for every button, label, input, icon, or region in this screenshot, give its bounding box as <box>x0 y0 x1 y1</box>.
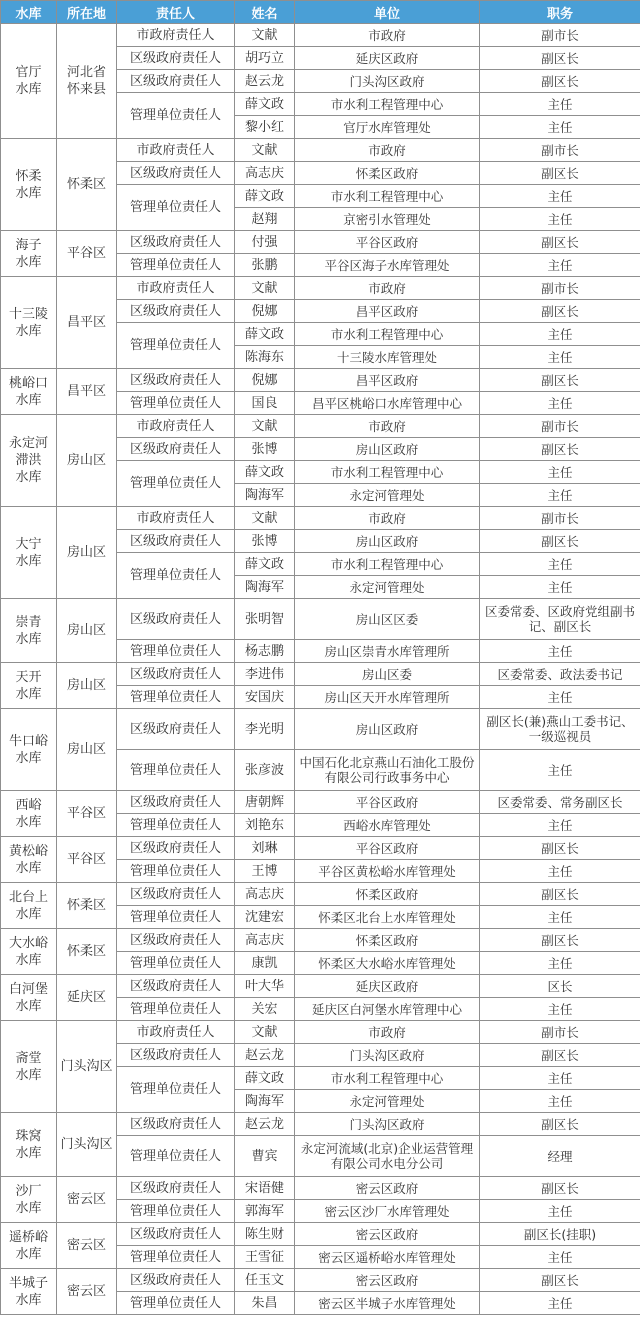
role-cell: 区级政府责任人 <box>117 709 235 750</box>
role-cell: 区级政府责任人 <box>117 883 235 906</box>
location-cell: 房山区 <box>57 415 117 507</box>
reservoir-name-cell: 桃峪口 水库 <box>1 369 57 415</box>
title-cell: 主任 <box>480 93 640 116</box>
unit-cell: 门头沟区政府 <box>295 70 480 93</box>
person-cell: 薛文政 <box>235 461 295 484</box>
title-cell: 主任 <box>480 1200 640 1223</box>
table-row <box>1 837 640 860</box>
role-cell: 市政府责任人 <box>117 24 235 47</box>
role-cell: 市政府责任人 <box>117 507 235 530</box>
location-cell: 怀柔区 <box>57 139 117 231</box>
unit-cell: 市水利工程管理中心 <box>295 461 480 484</box>
role-cell: 管理单位责任人 <box>117 640 235 663</box>
title-cell: 主任 <box>480 1292 640 1315</box>
role-cell: 管理单位责任人 <box>117 1136 235 1177</box>
person-cell: 陶海军 <box>235 576 295 599</box>
table-row <box>1 1113 640 1136</box>
unit-cell: 密云区政府 <box>295 1177 480 1200</box>
role-cell: 管理单位责任人 <box>117 1067 235 1113</box>
unit-cell: 永定河管理处 <box>295 484 480 507</box>
role-cell: 区级政府责任人 <box>117 70 235 93</box>
title-cell: 副区长(兼)燕山工委书记、一级巡视员 <box>480 709 640 750</box>
unit-cell: 市水利工程管理中心 <box>295 553 480 576</box>
reservoir-name-cell: 官厅 水库 <box>1 24 57 139</box>
title-cell: 主任 <box>480 952 640 975</box>
title-cell: 副区长 <box>480 369 640 392</box>
role-cell: 管理单位责任人 <box>117 254 235 277</box>
person-cell: 朱昌 <box>235 1292 295 1315</box>
title-cell: 副区长 <box>480 883 640 906</box>
title-cell: 经理 <box>480 1136 640 1177</box>
location-cell: 昌平区 <box>57 277 117 369</box>
role-cell: 区级政府责任人 <box>117 47 235 70</box>
header-location: 所在地 <box>57 1 117 24</box>
table-row <box>1 929 640 952</box>
table-row <box>1 883 640 906</box>
role-cell: 区级政府责任人 <box>117 1269 235 1292</box>
person-cell: 薛文政 <box>235 93 295 116</box>
location-cell: 怀柔区 <box>57 929 117 975</box>
title-cell: 主任 <box>480 461 640 484</box>
reservoir-name-cell: 珠窝 水库 <box>1 1113 57 1177</box>
title-cell: 副市长 <box>480 277 640 300</box>
reservoir-name-cell: 大水峪 水库 <box>1 929 57 975</box>
role-cell: 区级政府责任人 <box>117 438 235 461</box>
table-body <box>1 24 640 1315</box>
title-cell: 副区长(挂职) <box>480 1223 640 1246</box>
location-cell: 昌平区 <box>57 369 117 415</box>
reservoir-name-cell: 十三陵 水库 <box>1 277 57 369</box>
unit-cell: 中国石化北京燕山石油化工股份有限公司行政事务中心 <box>295 750 480 791</box>
table-row <box>1 415 640 438</box>
reservoir-name-cell: 海子 水库 <box>1 231 57 277</box>
role-cell: 区级政府责任人 <box>117 1177 235 1200</box>
person-cell: 薛文政 <box>235 185 295 208</box>
title-cell: 主任 <box>480 1067 640 1090</box>
title-cell: 副区长 <box>480 162 640 185</box>
location-cell: 房山区 <box>57 709 117 791</box>
reservoir-name-cell: 怀柔 水库 <box>1 139 57 231</box>
person-cell: 王雪征 <box>235 1246 295 1269</box>
unit-cell: 怀柔区政府 <box>295 162 480 185</box>
role-cell: 区级政府责任人 <box>117 1223 235 1246</box>
title-cell: 主任 <box>480 254 640 277</box>
unit-cell: 怀柔区大水峪水库管理处 <box>295 952 480 975</box>
unit-cell: 延庆区政府 <box>295 47 480 70</box>
unit-cell: 房山区政府 <box>295 709 480 750</box>
unit-cell: 密云区政府 <box>295 1223 480 1246</box>
role-cell: 管理单位责任人 <box>117 461 235 507</box>
person-cell: 宋语健 <box>235 1177 295 1200</box>
title-cell: 主任 <box>480 860 640 883</box>
title-cell: 主任 <box>480 185 640 208</box>
unit-cell: 平谷区政府 <box>295 231 480 254</box>
table-row <box>1 1021 640 1044</box>
header-title: 职务 <box>480 1 640 24</box>
person-cell: 张博 <box>235 530 295 553</box>
person-cell: 薛文政 <box>235 1067 295 1090</box>
unit-cell: 昌平区桃峪口水库管理中心 <box>295 392 480 415</box>
location-cell: 密云区 <box>57 1269 117 1315</box>
title-cell: 副市长 <box>480 24 640 47</box>
title-cell: 主任 <box>480 323 640 346</box>
reservoir-name-cell: 崇青 水库 <box>1 599 57 663</box>
title-cell: 主任 <box>480 553 640 576</box>
title-cell: 主任 <box>480 1090 640 1113</box>
person-cell: 薛文政 <box>235 323 295 346</box>
unit-cell: 平谷区海子水库管理处 <box>295 254 480 277</box>
role-cell: 管理单位责任人 <box>117 750 235 791</box>
person-cell: 文献 <box>235 415 295 438</box>
title-cell: 副区长 <box>480 530 640 553</box>
role-cell: 区级政府责任人 <box>117 369 235 392</box>
location-cell: 平谷区 <box>57 791 117 837</box>
unit-cell: 市水利工程管理中心 <box>295 185 480 208</box>
location-cell: 怀柔区 <box>57 883 117 929</box>
table-row <box>1 231 640 254</box>
title-cell: 主任 <box>480 640 640 663</box>
title-cell: 主任 <box>480 392 640 415</box>
location-cell: 密云区 <box>57 1223 117 1269</box>
title-cell: 区长 <box>480 975 640 998</box>
unit-cell: 市政府 <box>295 1021 480 1044</box>
person-cell: 薛文政 <box>235 553 295 576</box>
role-cell: 管理单位责任人 <box>117 553 235 599</box>
role-cell: 区级政府责任人 <box>117 231 235 254</box>
person-cell: 赵云龙 <box>235 1044 295 1067</box>
table-row <box>1 709 640 750</box>
header-role: 责任人 <box>117 1 235 24</box>
person-cell: 胡巧立 <box>235 47 295 70</box>
role-cell: 管理单位责任人 <box>117 860 235 883</box>
role-cell: 管理单位责任人 <box>117 998 235 1021</box>
person-cell: 张彦波 <box>235 750 295 791</box>
title-cell: 主任 <box>480 1246 640 1269</box>
title-cell: 主任 <box>480 208 640 231</box>
unit-cell: 房山区委 <box>295 663 480 686</box>
person-cell: 关宏 <box>235 998 295 1021</box>
role-cell: 区级政府责任人 <box>117 975 235 998</box>
table-row <box>1 975 640 998</box>
role-cell: 区级政府责任人 <box>117 929 235 952</box>
title-cell: 副区长 <box>480 837 640 860</box>
role-cell: 区级政府责任人 <box>117 663 235 686</box>
role-cell: 市政府责任人 <box>117 1021 235 1044</box>
table-row <box>1 791 640 814</box>
unit-cell: 市水利工程管理中心 <box>295 93 480 116</box>
reservoir-name-cell: 白河堡 水库 <box>1 975 57 1021</box>
table-row <box>1 1269 640 1292</box>
unit-cell: 永定河管理处 <box>295 576 480 599</box>
reservoir-name-cell: 牛口峪 水库 <box>1 709 57 791</box>
unit-cell: 官厅水库管理处 <box>295 116 480 139</box>
unit-cell: 延庆区政府 <box>295 975 480 998</box>
role-cell: 区级政府责任人 <box>117 837 235 860</box>
person-cell: 高志庆 <box>235 883 295 906</box>
title-cell: 副区长 <box>480 1177 640 1200</box>
location-cell: 平谷区 <box>57 231 117 277</box>
title-cell: 副区长 <box>480 929 640 952</box>
reservoir-name-cell: 沙厂 水库 <box>1 1177 57 1223</box>
role-cell: 管理单位责任人 <box>117 906 235 929</box>
person-cell: 赵翔 <box>235 208 295 231</box>
role-cell: 管理单位责任人 <box>117 952 235 975</box>
unit-cell: 市政府 <box>295 415 480 438</box>
role-cell: 区级政府责任人 <box>117 530 235 553</box>
location-cell: 门头沟区 <box>57 1021 117 1113</box>
title-cell: 主任 <box>480 814 640 837</box>
role-cell: 区级政府责任人 <box>117 1113 235 1136</box>
reservoir-name-cell: 斋堂 水库 <box>1 1021 57 1113</box>
unit-cell: 房山区区委 <box>295 599 480 640</box>
person-cell: 唐朝辉 <box>235 791 295 814</box>
unit-cell: 市政府 <box>295 277 480 300</box>
unit-cell: 平谷区黄松峪水库管理处 <box>295 860 480 883</box>
role-cell: 区级政府责任人 <box>117 1044 235 1067</box>
unit-cell: 市政府 <box>295 139 480 162</box>
title-cell: 副区长 <box>480 47 640 70</box>
unit-cell: 房山区政府 <box>295 530 480 553</box>
person-cell: 康凯 <box>235 952 295 975</box>
person-cell: 文献 <box>235 24 295 47</box>
person-cell: 文献 <box>235 507 295 530</box>
person-cell: 杨志鹏 <box>235 640 295 663</box>
title-cell: 主任 <box>480 998 640 1021</box>
person-cell: 叶大华 <box>235 975 295 998</box>
title-cell: 副区长 <box>480 231 640 254</box>
person-cell: 高志庆 <box>235 929 295 952</box>
location-cell: 房山区 <box>57 663 117 709</box>
person-cell: 赵云龙 <box>235 1113 295 1136</box>
title-cell: 区委常委、政法委书记 <box>480 663 640 686</box>
person-cell: 张博 <box>235 438 295 461</box>
title-cell: 主任 <box>480 346 640 369</box>
role-cell: 管理单位责任人 <box>117 1292 235 1315</box>
reservoir-name-cell: 遥桥峪 水库 <box>1 1223 57 1269</box>
unit-cell: 延庆区白河堡水库管理中心 <box>295 998 480 1021</box>
role-cell: 管理单位责任人 <box>117 1246 235 1269</box>
unit-cell: 房山区政府 <box>295 438 480 461</box>
location-cell: 平谷区 <box>57 837 117 883</box>
title-cell: 主任 <box>480 906 640 929</box>
title-cell: 区委常委、常务副区长 <box>480 791 640 814</box>
person-cell: 张明智 <box>235 599 295 640</box>
reservoir-name-cell: 半城子 水库 <box>1 1269 57 1315</box>
unit-cell: 昌平区政府 <box>295 369 480 392</box>
unit-cell: 平谷区政府 <box>295 791 480 814</box>
unit-cell: 密云区政府 <box>295 1269 480 1292</box>
role-cell: 管理单位责任人 <box>117 392 235 415</box>
title-cell: 副市长 <box>480 507 640 530</box>
person-cell: 安国庆 <box>235 686 295 709</box>
person-cell: 陈海东 <box>235 346 295 369</box>
person-cell: 陶海军 <box>235 484 295 507</box>
unit-cell: 市水利工程管理中心 <box>295 323 480 346</box>
location-cell: 房山区 <box>57 507 117 599</box>
role-cell: 管理单位责任人 <box>117 93 235 139</box>
person-cell: 陶海军 <box>235 1090 295 1113</box>
person-cell: 高志庆 <box>235 162 295 185</box>
person-cell: 倪娜 <box>235 300 295 323</box>
unit-cell: 怀柔区政府 <box>295 883 480 906</box>
title-cell: 副区长 <box>480 1113 640 1136</box>
title-cell: 副市长 <box>480 1021 640 1044</box>
table-row <box>1 599 640 640</box>
title-cell: 副区长 <box>480 70 640 93</box>
unit-cell: 平谷区政府 <box>295 837 480 860</box>
title-cell: 副市长 <box>480 415 640 438</box>
person-cell: 王博 <box>235 860 295 883</box>
unit-cell: 密云区半城子水库管理处 <box>295 1292 480 1315</box>
role-cell: 区级政府责任人 <box>117 599 235 640</box>
unit-cell: 密云区沙厂水库管理处 <box>295 1200 480 1223</box>
table-row <box>1 24 640 47</box>
person-cell: 文献 <box>235 277 295 300</box>
unit-cell: 西峪水库管理处 <box>295 814 480 837</box>
person-cell: 陈生财 <box>235 1223 295 1246</box>
unit-cell: 永定河流域(北京)企业运营管理有限公司水电分公司 <box>295 1136 480 1177</box>
table-row <box>1 139 640 162</box>
person-cell: 沈建宏 <box>235 906 295 929</box>
person-cell: 文献 <box>235 1021 295 1044</box>
unit-cell: 密云区遥桥峪水库管理处 <box>295 1246 480 1269</box>
role-cell: 市政府责任人 <box>117 277 235 300</box>
unit-cell: 市水利工程管理中心 <box>295 1067 480 1090</box>
role-cell: 管理单位责任人 <box>117 185 235 231</box>
person-cell: 倪娜 <box>235 369 295 392</box>
person-cell: 郭海军 <box>235 1200 295 1223</box>
unit-cell: 怀柔区北台上水库管理处 <box>295 906 480 929</box>
table-row <box>1 663 640 686</box>
person-cell: 国良 <box>235 392 295 415</box>
person-cell: 任玉文 <box>235 1269 295 1292</box>
title-cell: 主任 <box>480 750 640 791</box>
table-row <box>1 277 640 300</box>
title-cell: 副区长 <box>480 438 640 461</box>
title-cell: 副区长 <box>480 1269 640 1292</box>
person-cell: 曹宾 <box>235 1136 295 1177</box>
unit-cell: 房山区天开水库管理所 <box>295 686 480 709</box>
location-cell: 密云区 <box>57 1177 117 1223</box>
role-cell: 区级政府责任人 <box>117 791 235 814</box>
role-cell: 管理单位责任人 <box>117 323 235 369</box>
unit-cell: 市政府 <box>295 24 480 47</box>
reservoir-name-cell: 永定河 滞洪 水库 <box>1 415 57 507</box>
location-cell: 延庆区 <box>57 975 117 1021</box>
unit-cell: 市政府 <box>295 507 480 530</box>
unit-cell: 永定河管理处 <box>295 1090 480 1113</box>
title-cell: 副区长 <box>480 300 640 323</box>
table-row <box>1 369 640 392</box>
unit-cell: 十三陵水库管理处 <box>295 346 480 369</box>
unit-cell: 怀柔区政府 <box>295 929 480 952</box>
title-cell: 主任 <box>480 484 640 507</box>
reservoir-name-cell: 北台上 水库 <box>1 883 57 929</box>
reservoir-name-cell: 西峪 水库 <box>1 791 57 837</box>
table-row <box>1 1177 640 1200</box>
location-cell: 河北省 怀来县 <box>57 24 117 139</box>
table-row <box>1 507 640 530</box>
role-cell: 管理单位责任人 <box>117 1200 235 1223</box>
person-cell: 张鹏 <box>235 254 295 277</box>
person-cell: 付强 <box>235 231 295 254</box>
person-cell: 李光明 <box>235 709 295 750</box>
person-cell: 文献 <box>235 139 295 162</box>
role-cell: 管理单位责任人 <box>117 814 235 837</box>
location-cell: 房山区 <box>57 599 117 663</box>
header-row <box>1 1 640 24</box>
role-cell: 市政府责任人 <box>117 415 235 438</box>
reservoir-name-cell: 天开 水库 <box>1 663 57 709</box>
unit-cell: 京密引水管理处 <box>295 208 480 231</box>
unit-cell: 门头沟区政府 <box>295 1044 480 1067</box>
role-cell: 市政府责任人 <box>117 139 235 162</box>
title-cell: 主任 <box>480 116 640 139</box>
header-unit: 单位 <box>295 1 480 24</box>
title-cell: 主任 <box>480 576 640 599</box>
role-cell: 管理单位责任人 <box>117 686 235 709</box>
title-cell: 主任 <box>480 686 640 709</box>
person-cell: 黎小红 <box>235 116 295 139</box>
reservoir-name-cell: 大宁 水库 <box>1 507 57 599</box>
table-row <box>1 1223 640 1246</box>
header-reservoir: 水库 <box>1 1 57 24</box>
header-person: 姓名 <box>235 1 295 24</box>
title-cell: 区委常委、区政府党组副书记、副区长 <box>480 599 640 640</box>
unit-cell: 昌平区政府 <box>295 300 480 323</box>
role-cell: 区级政府责任人 <box>117 162 235 185</box>
title-cell: 副区长 <box>480 1044 640 1067</box>
reservoir-name-cell: 黄松峪 水库 <box>1 837 57 883</box>
person-cell: 刘艳东 <box>235 814 295 837</box>
unit-cell: 门头沟区政府 <box>295 1113 480 1136</box>
person-cell: 刘琳 <box>235 837 295 860</box>
person-cell: 李进伟 <box>235 663 295 686</box>
location-cell: 门头沟区 <box>57 1113 117 1177</box>
role-cell: 区级政府责任人 <box>117 300 235 323</box>
unit-cell: 房山区崇青水库管理所 <box>295 640 480 663</box>
person-cell: 赵云龙 <box>235 70 295 93</box>
title-cell: 副市长 <box>480 139 640 162</box>
